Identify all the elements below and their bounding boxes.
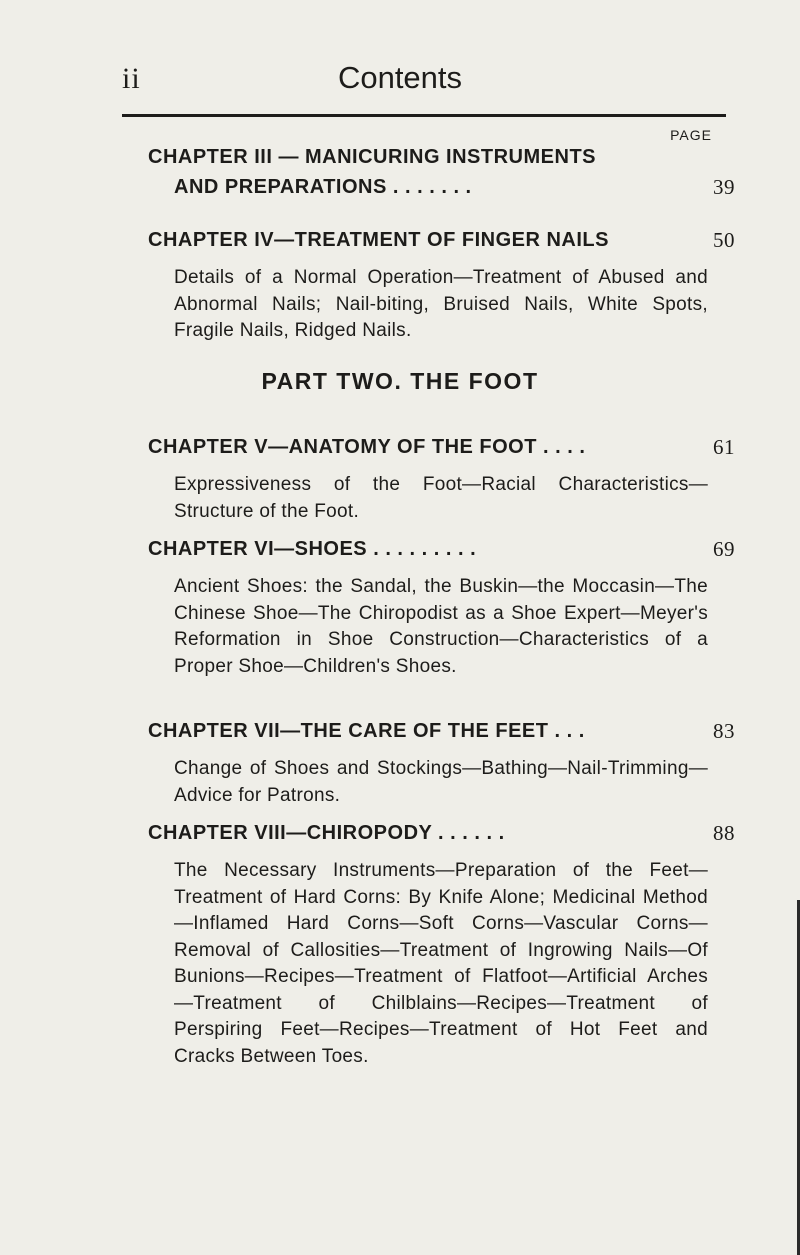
toc-entry-chapter-3[interactable]	[148, 142, 735, 202]
chapter-page-number: 61	[713, 435, 735, 459]
part-heading: PART TWO. THE FOOT	[261, 368, 539, 394]
chapter-page-number: 83	[713, 719, 735, 743]
chapter-page-number: 39	[713, 175, 735, 199]
chapter-description: Expressiveness of the Foot—Racial Characteristics—Structure of the Foot.	[174, 474, 708, 522]
chapter-heading	[148, 818, 735, 848]
toc-entry-chapter-7[interactable]	[148, 716, 735, 809]
chapter-title-continued: AND PREPARATIONS . . . . . . .	[174, 176, 472, 198]
page-number: ii	[122, 62, 141, 95]
page-title: Contents	[337, 60, 463, 95]
chapter-title: CHAPTER IV—TREATMENT OF FINGER NAILS	[148, 229, 609, 251]
chapter-description: Ancient Shoes: the Sandal, the Buskin—the Moccasin—The Chinese Shoe—The Chiropodist as a Shoe Expert—Meyer's Reformation in Shoe Construction—Characteristics of a Proper Shoe—Children's Shoes.	[174, 576, 708, 677]
chapter-heading	[148, 432, 735, 462]
chapter-title: CHAPTER VII—THE CARE OF THE FEET . . .	[148, 720, 585, 742]
chapter-title: CHAPTER V—ANATOMY OF THE FOOT . . . .	[148, 436, 586, 458]
toc-entry-chapter-5[interactable]	[148, 432, 735, 525]
page-column-label: PAGE	[670, 127, 712, 143]
header-rule	[122, 114, 726, 117]
chapter-heading	[148, 716, 735, 746]
chapter-title: CHAPTER VIII—CHIROPODY . . . . . .	[148, 822, 505, 844]
chapter-page-number: 50	[713, 228, 735, 252]
chapter-description: Change of Shoes and Stockings—Bathing—Nail-Trimming—Advice for Patrons.	[174, 758, 708, 806]
chapter-heading	[148, 534, 735, 564]
chapter-title: CHAPTER III — MANICURING INSTRUMENTS	[148, 146, 596, 168]
chapter-page-number: 88	[713, 821, 735, 845]
chapter-heading	[148, 142, 735, 202]
page-header	[0, 62, 800, 102]
toc-entry-chapter-8[interactable]	[148, 818, 735, 1070]
toc-entry-chapter-4[interactable]	[148, 225, 735, 345]
chapter-heading	[148, 225, 735, 255]
chapter-description: The Necessary Instruments—Preparation of the Feet—Treatment of Hard Corns: By Knife Alone; Medicinal Method—Inflamed Hard Corns—Soft Corns—Vascular Corns—Removal of Callosities—Treatment of Ingrowing Nails—Of Bunions—Recipes—Treatment of Flatfoot—Artificial Arches—Treatment of Chilblains—Recipes—Treatment of Perspiring Feet—Recipes—Treatment of Hot Feet and Cracks Between Toes.	[174, 860, 708, 1067]
chapter-page-number: 69	[713, 537, 735, 561]
chapter-title: CHAPTER VI—SHOES . . . . . . . . .	[148, 538, 477, 560]
chapter-description: Details of a Normal Operation—Treatment of Abused and Abnormal Nails; Nail-biting, Bruised Nails, White Spots, Fragile Nails, Ridged Nails.	[174, 267, 708, 341]
toc-entry-chapter-6[interactable]	[148, 534, 735, 680]
